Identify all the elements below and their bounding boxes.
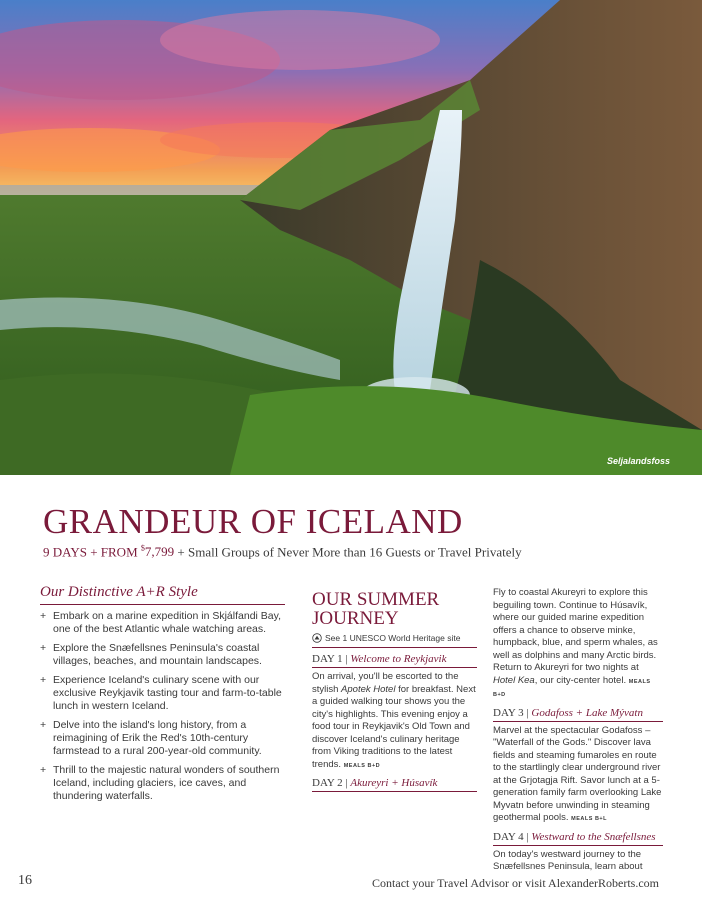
day-label: DAY 1: [312, 653, 343, 665]
day-label: DAY 3: [493, 706, 524, 719]
day-separator: |: [523, 830, 532, 843]
list-item: [40, 642, 285, 668]
bullet-text: Delve into the island's long history, from a reimagining of Erik the Red's 10th-century farmstead to a rural 200-year-old community.: [53, 719, 262, 757]
tour-subtitle: [43, 544, 522, 560]
meals-label: MEALS B+D: [493, 678, 651, 698]
footer-contact: Contact your Travel Advisor or visit AlexanderRoberts.com: [372, 876, 659, 890]
style-heading: Our Distinctive A+R Style: [40, 584, 285, 605]
day-2-text: [493, 587, 663, 702]
day-text: On today's westward journey to the Snæfellsnes Peninsula, learn about: [493, 848, 643, 872]
journey-heading: [312, 590, 477, 628]
list-item: [40, 674, 285, 713]
plus-icon: +: [40, 764, 47, 776]
list-item: [40, 610, 285, 636]
day-separator: |: [523, 706, 532, 719]
day-text: Marvel at the spectacular Godafoss – "Waterfall of the Gods." Discover lava fields and steaming fumaroles en route to the startlingly clear underground river at the Grjotagja Rift. Savor lunch at a 5-generation family farm overlooking Lake Myvatn before unwinding in steaming geothermal pools.: [493, 724, 662, 823]
unesco-text: See 1 UNESCO World Heritage site: [325, 633, 461, 643]
price-amount: 7,799: [144, 544, 175, 560]
style-bullet-list: [40, 610, 285, 803]
day-text: On arrival, you'll be escorted to the stylish: [312, 671, 459, 695]
subtitle-rest: + Small Groups of Never More than 16 Guests or Travel Privately: [174, 544, 522, 560]
day-name: Welcome to Reykjavik: [350, 653, 447, 665]
subtitle-price: [141, 544, 174, 559]
bullet-text: Thrill to the majestic natural wonders of southern Iceland, including glaciers, ice caves, and thundering waterfalls.: [53, 764, 280, 802]
plus-icon: +: [40, 642, 47, 654]
day-separator: |: [342, 777, 351, 789]
day-2-heading: [312, 777, 477, 792]
journey-heading-line2: JOURNEY: [312, 608, 399, 629]
journey-heading-line1: OUR SUMMER: [312, 589, 440, 610]
day-1-heading: [312, 653, 477, 668]
photo-caption: Seljalandsfoss: [606, 456, 670, 466]
day-4-heading: [493, 831, 663, 846]
day-separator: |: [342, 653, 351, 665]
price-currency: $: [140, 544, 145, 553]
page-title: GRANDEUR OF ICELAND: [43, 502, 463, 541]
day-label: DAY 2: [312, 777, 343, 789]
day-1-text: [312, 671, 477, 772]
journey-column-2: [493, 587, 663, 874]
bullet-text: Experience Iceland's culinary scene with our exclusive Reykjavik tasting tour and farm-to-table lunch in western Iceland.: [53, 674, 282, 712]
style-section: [40, 584, 285, 809]
subtitle-days: 9 DAYS + FROM: [43, 544, 141, 560]
bullet-text: Embark on a marine expedition in Skjálfandi Bay, one of the best Atlantic whale watching areas.: [53, 610, 282, 635]
bullet-text: Explore the Snæfellsnes Peninsula's coastal villages, beaches, and mountain landscapes.: [53, 642, 262, 667]
meals-label: MEALS B+D: [343, 762, 381, 769]
day-text: for breakfast. Next a guided walking tour shows you the city's highlights. This evening enjoy a food tour in Reykjavik's Old Town and discover Iceland's culinary heritage from Viking traditions to the latest trends.: [312, 683, 476, 770]
unesco-note: [312, 633, 477, 648]
list-item: [40, 719, 285, 758]
plus-icon: +: [40, 610, 47, 622]
meals-label: MEALS B+L: [571, 816, 607, 822]
day-3-text: [493, 725, 663, 826]
hotel-name: Hotel Kea: [493, 674, 535, 686]
hotel-name: Apotek Hotel: [341, 683, 396, 695]
plus-icon: +: [40, 674, 47, 686]
plus-icon: +: [40, 719, 47, 731]
unesco-heritage-icon: [312, 633, 322, 643]
day-text: , our city-center hotel.: [534, 674, 627, 686]
day-name: Akureyri + Húsavík: [350, 777, 438, 789]
day-3-heading: [493, 707, 663, 722]
list-item: [40, 764, 285, 803]
day-text: Fly to coastal Akureyri to explore this beguiling town. Continue to Húsavík, where our guided marine expedition offers a chance to observe minke, humpback, blue, and sperm whales, as well as dolphins and many Arctic birds. Return to Akureyri for two nights at: [493, 587, 658, 673]
day-name: Godafoss + Lake Mývatn: [531, 706, 643, 719]
day-label: DAY 4: [493, 830, 524, 843]
day-name: Westward to the Snæfellsnes: [531, 830, 656, 843]
page-number: 16: [18, 873, 32, 888]
journey-column-1: [312, 590, 477, 792]
day-4-text: [493, 849, 663, 874]
